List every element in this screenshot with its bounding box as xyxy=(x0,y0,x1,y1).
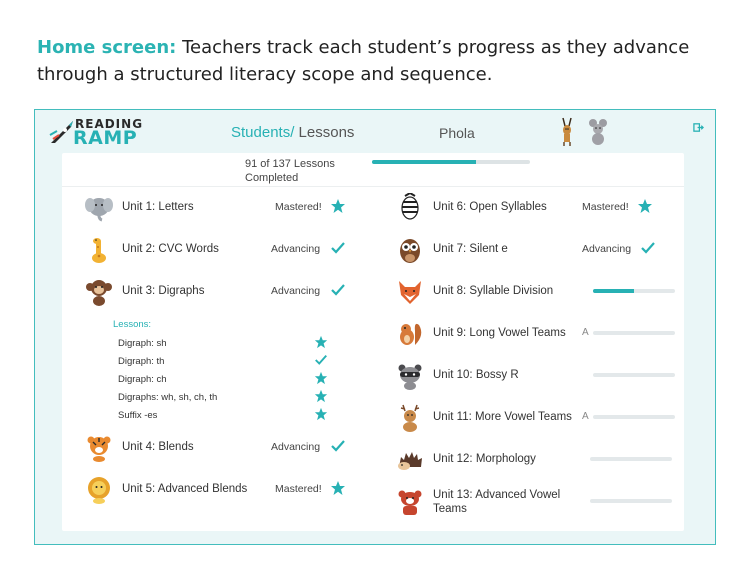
owl-icon xyxy=(395,235,425,265)
unit-status: Mastered! xyxy=(275,483,322,495)
unit-status: Mastered! xyxy=(275,201,322,213)
unit-status: Advancing xyxy=(582,243,632,255)
unit-name: Unit 12: Morphology xyxy=(433,453,536,465)
unit-progress-bar xyxy=(590,457,672,461)
unit-row-1[interactable] xyxy=(84,193,354,223)
giraffe-icon xyxy=(84,235,114,265)
unit-progress-fill xyxy=(593,289,634,293)
unit-row-13[interactable] xyxy=(395,487,680,517)
star-icon xyxy=(330,198,346,214)
unit-name: Unit 10: Bossy R xyxy=(433,369,519,381)
unit-row-11[interactable] xyxy=(395,403,680,433)
unit-row-7[interactable] xyxy=(395,235,680,265)
truncated-status: A xyxy=(582,411,589,422)
star-icon xyxy=(314,335,328,349)
unit-progress-bar xyxy=(590,499,672,503)
fox-icon xyxy=(395,277,425,307)
deer-icon xyxy=(395,403,425,433)
caption-text: Teachers track each student’s progress as they advance through a structured literacy scope and sequence. xyxy=(37,37,690,85)
reading-ramp-logo[interactable] xyxy=(47,115,147,147)
unit-row-4[interactable] xyxy=(84,433,354,463)
unit-row-12[interactable] xyxy=(395,445,680,475)
tiger-icon xyxy=(84,433,114,463)
lesson-item[interactable]: Digraph: th xyxy=(118,356,165,367)
unit-name: Unit 5: Advanced Blends xyxy=(122,483,248,495)
check-icon xyxy=(640,240,656,256)
unit-name: Unit 2: CVC Words xyxy=(122,243,219,255)
unit-progress-bar xyxy=(593,331,675,335)
divider xyxy=(62,186,684,187)
red-panda-icon xyxy=(395,487,425,517)
student-name: Phola xyxy=(439,125,475,141)
overall-progress-bar xyxy=(372,160,530,164)
summary-line-1: 91 of 137 Lessons xyxy=(245,158,335,170)
check-icon xyxy=(330,240,346,256)
elephant-icon xyxy=(84,193,114,223)
caption xyxy=(37,34,727,88)
star-icon xyxy=(330,480,346,496)
zebra-icon xyxy=(395,193,425,223)
unit-status: Mastered! xyxy=(582,201,629,213)
breadcrumb xyxy=(231,124,354,141)
unit-progress-bar xyxy=(593,289,675,293)
unit-status: Advancing xyxy=(271,243,321,255)
logo-top-text: READING xyxy=(75,117,144,131)
logo-bottom-text: RAMP xyxy=(73,127,138,149)
unit-row-3[interactable] xyxy=(84,277,354,307)
caption-lead: Home screen: xyxy=(37,37,177,58)
monkey-icon xyxy=(84,277,114,307)
unit-name: Unit 8: Syllable Division xyxy=(433,285,554,297)
star-icon xyxy=(637,198,653,214)
unit-row-2[interactable] xyxy=(84,235,354,265)
lesson-item[interactable]: Digraphs: wh, sh, ch, th xyxy=(118,392,218,403)
lessons-heading: Lessons: xyxy=(113,319,152,330)
mouse-avatar-icon[interactable] xyxy=(587,116,609,146)
unit-progress-bar xyxy=(593,373,675,377)
lion-icon xyxy=(84,475,114,505)
app-window xyxy=(34,109,716,545)
lesson-item[interactable]: Digraph: ch xyxy=(118,374,167,385)
raccoon-icon xyxy=(395,361,425,391)
lessons-completed-summary xyxy=(245,157,365,185)
check-icon xyxy=(330,282,346,298)
unit-name: Unit 11: More Vowel Teams xyxy=(433,411,572,423)
check-icon xyxy=(314,353,328,367)
unit-row-5[interactable] xyxy=(84,475,354,505)
star-icon xyxy=(314,371,328,385)
unit-row-6[interactable] xyxy=(395,193,680,223)
nav-students-link[interactable]: Students/ xyxy=(231,124,295,141)
summary-line-2: Completed xyxy=(245,172,299,184)
hedgehog-icon xyxy=(395,445,425,475)
unit-row-10[interactable] xyxy=(395,361,680,391)
unit-row-9[interactable] xyxy=(395,319,680,349)
unit-name: Unit 3: Digraphs xyxy=(122,285,205,297)
logout-icon[interactable] xyxy=(693,122,704,133)
unit-name: Unit 9: Long Vowel Teams xyxy=(433,327,566,339)
unit-progress-bar xyxy=(593,415,675,419)
antelope-avatar-icon[interactable] xyxy=(556,116,578,146)
squirrel-icon xyxy=(395,319,425,349)
unit-status: Advancing xyxy=(271,285,321,297)
star-icon xyxy=(314,389,328,403)
unit-status: Advancing xyxy=(271,441,321,453)
truncated-status: A xyxy=(582,327,589,338)
unit-name: Unit 13: Advanced Vowel Teams xyxy=(433,489,561,515)
unit-name: Unit 7: Silent e xyxy=(433,243,508,255)
lesson-item[interactable]: Suffix -es xyxy=(118,410,158,421)
check-icon xyxy=(330,438,346,454)
overall-progress-fill xyxy=(372,160,476,164)
nav-lessons-label: Lessons xyxy=(294,124,355,141)
unit-row-8[interactable] xyxy=(395,277,680,307)
lesson-item[interactable]: Digraph: sh xyxy=(118,338,167,349)
star-icon xyxy=(314,407,328,421)
unit-name: Unit 4: Blends xyxy=(122,441,194,453)
progress-panel xyxy=(62,153,684,531)
unit-name: Unit 6: Open Syllables xyxy=(433,201,547,213)
unit-name: Unit 1: Letters xyxy=(122,201,194,213)
